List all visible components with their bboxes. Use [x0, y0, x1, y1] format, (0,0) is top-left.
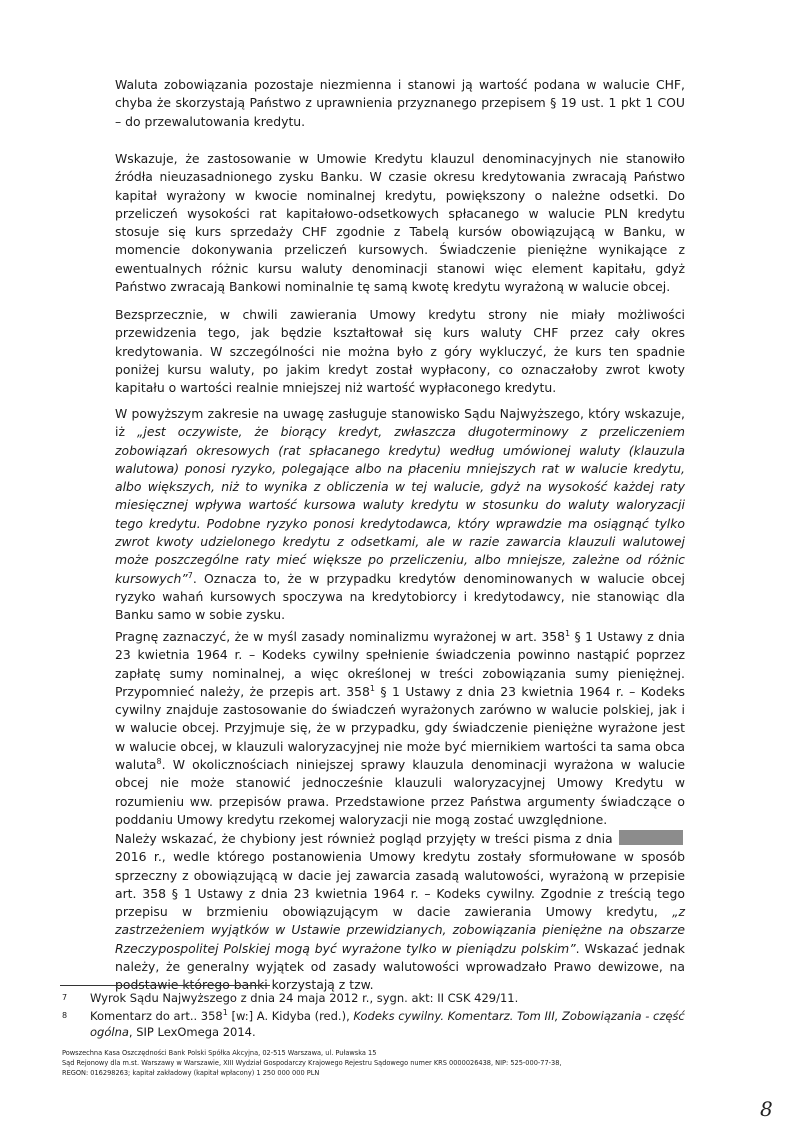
paragraph-supreme-court	[115, 405, 685, 625]
superscript: 1	[222, 1008, 228, 1018]
footnote-text: Wyrok Sądu Najwyższego z dnia 24 maja 2012 r., sygn. akt: II CSK 429/11.	[90, 991, 519, 1005]
superscript: 1	[565, 628, 571, 638]
paragraph-text: 2016 r., wedle którego postanowienia Umowy kredytu zostały sformułowane w sposób sprzeczny z obowiązującą w dacie jej zawarcia zasadą walutowości, wyrażoną w przepisie art. 358 § 1 Ustawy z dnia 23 kwietnia 1964 r. – Kodeks cywilny. Zgodnie z treścią tego przepisu w brzmieniu obowiązującym w dacie zawierania Umowy kredytu,	[115, 849, 685, 920]
statute-quote: „z zastrzeżeniem wyjątków w Ustawie przewidzianych, zobowiązania pieniężne na obszarze Rzeczypospolitej Polskiej mogą być wyrażone tylko w pieniądzu polskim”	[115, 904, 685, 956]
paragraph-text: . W okolicznościach niniejszej sprawy klauzula denominacji wyrażona w walucie obcej nie może stanowić jednocześnie klauzuli waloryzacyjnej Umowy Kredytu w rozumieniu ww. przepisów prawa. Przedstawione przez Państwa argumenty świadczące o poddaniu Umowy kredytu rzekomej waloryzacji nie mogą zostać uwzględnione.	[115, 757, 685, 827]
paragraph-text: § 1 Ustawy z dnia 23 kwietnia 1964 r. – Kodeks cywilny spełnienie świadczenia powinno nastąpić poprzez zapłatę sumy nominalnej, a więc określonej w treści zobowiązania sumy pieniężnej. Przypomnieć należy, że przepis art. 358	[115, 629, 685, 699]
bank-imprint-line: Sąd Rejonowy dla m.st. Warszawy w Warszawie, XIII Wydział Gospodarczy Krajowego Rejestru Sądowego numer KRS 0000026438, NIP: 525-000-77-38,	[62, 1059, 562, 1067]
court-quote: „jest oczywiste, że biorący kredyt, zwłaszcza długoterminowy z przeliczeniem zobowiązań okresowych (rat spłacanego kredytu) według umówionej waluty (klauzula walutowa) ponosi ryzyko, polegające albo na płaceniu mniejszych rat w walucie kredytu, albo większych, niż to wynika z obliczenia w tej walucie, gdyż na wysokość każdej raty miesięcznej wpływa wartość kursowa waluty kredytu w stosunku do waluty waloryzacji tego kredytu. Podobne ryzyko ponosi kredytodawca, który wprawdzie ma osiągnąć tylko zwrot kwoty udzielonego kredytu z odsetkami, ale w razie zawarcia klauzuli walutowej może poszczególne raty mieć większe po przeliczeniu, albo mniejsze, zależne od różnic kursowych”	[115, 424, 685, 586]
paragraph-text: § 1 Ustawy z dnia 23 kwietnia 1964 r. – Kodeks cywilny znajduje zastosowanie do świadczeń wyrażonych zarówno w walucie polskiej, jak i w walucie obcej. Przyjmuje się, że w przypadku, gdy świadczenie pieniężne wyrażone jest w walucie obcej, w klauzuli waloryzacyjnej nie może być miernikiem wartości ta sama obca waluta	[115, 683, 685, 773]
footnote-text-part: [w:] A. Kidyba (red.),	[227, 1009, 354, 1023]
page-number: 8	[760, 1097, 773, 1121]
paragraph-currency	[115, 76, 685, 131]
bank-imprint-line: Powszechna Kasa Oszczędności Bank Polski Spółka Akcyjna, 02-515 Warszawa, ul. Puławska 15	[62, 1049, 377, 1057]
paragraph-text: W powyższym zakresie na uwagę zasługuje stanowisko Sądu Najwyższego, który wskazuje, iż	[115, 406, 685, 440]
paragraph-denomination	[115, 150, 685, 296]
footnote-text-part: Komentarz do art.. 358	[90, 1009, 223, 1023]
paragraph-text: Pragnę zaznaczyć, że w myśl zasady nominalizmu wyrażonej w art. 358	[115, 629, 565, 644]
footnote-number: 8	[62, 1011, 68, 1020]
bank-imprint-line: REGON: 016298263; kapitał zakładowy (kapitał wpłacony) 1 250 000 000 PLN	[62, 1069, 320, 1077]
paragraph-text: Bezsprzecznie, w chwili zawierania Umowy kredytu strony nie miały możliwości przewidzenia tego, jak będzie kształtował się kurs waluty CHF przez cały okres kredytowania. W szczególności nie można było z góry wykluczyć, że kurs ten spadnie poniżej kursu waluty, po jakim kredyt został wypłacony, co oznaczałoby zwrot kwoty kapitału o wartości realnie mniejszej niż wartość wypłaconego kredytu.	[115, 307, 685, 396]
paragraph-text: Waluta zobowiązania pozostaje niezmienna i stanowi ją wartość podana w walucie CHF, chyba że skorzystają Państwo z uprawnienia przyznanego przepisem § 19 ust. 1 pkt 1 COU – do przewalutowania kredytu.	[115, 77, 685, 129]
footnote-divider	[60, 985, 270, 986]
paragraph-text: Wskazuje, że zastosowanie w Umowie Kredytu klauzul denominacyjnych nie stanowiło źródła nieuzasadnionego zysku Banku. W czasie okresu kredytowania zwracają Państwo kapitał wyrażony w kwocie nominalnej kredytu, powiększony o należne odsetki. Do przeliczeń wysokości rat kapitałowo-odsetkowych spłacanego w walucie PLN kredytu stosuje się kurs sprzedaży CHF zgodnie z Tabelą kursów obowiązującą w Banku, w momencie dokonywania przeliczeń kursowych. Świadczenie pieniężne wynikające z ewentualnych różnic kursu waluty denominacji stanowi więc element kapitału, gdyż Państwo zwracają Bankowi nominalnie tę samą kwotę kredytu wyrażoną w walucie obcej.	[115, 151, 685, 295]
paragraph-text: . Oznacza to, że w przypadku kredytów denominowanych w walucie obcej ryzyko wahań kursowych spoczywa na kredytobiorcy i kredytodawcy, nie stanowiąc dla Banku samo w sobie zysku.	[115, 570, 685, 623]
footnote-text-part: , SIP LexOmega 2014.	[128, 1025, 256, 1039]
paragraph-nominalism	[115, 628, 685, 829]
footnote-text	[90, 1008, 700, 1040]
footnote-ref: 7	[187, 570, 193, 580]
footnote-number: 7	[62, 993, 68, 1002]
paragraph-exchange-rate	[115, 306, 685, 397]
paragraph-currency-principle	[115, 830, 685, 995]
paragraph-text: Należy wskazać, że chybiony jest również pogląd przyjęty w treści pisma z dnia	[115, 831, 617, 846]
superscript: 1	[369, 683, 375, 693]
footnote-ref: 8	[156, 756, 162, 766]
redacted-date	[619, 830, 683, 845]
footnote-title: Kodeks cywilny. Komentarz. Tom III, Zobowiązania - część ogólna	[90, 1009, 685, 1039]
paragraph-text: . Wskazać jednak należy, że generalny wyjątek od zasady walutowości wprowadzało Prawo dewizowe, na podstawie którego banki korzystają z tzw.	[115, 940, 685, 993]
